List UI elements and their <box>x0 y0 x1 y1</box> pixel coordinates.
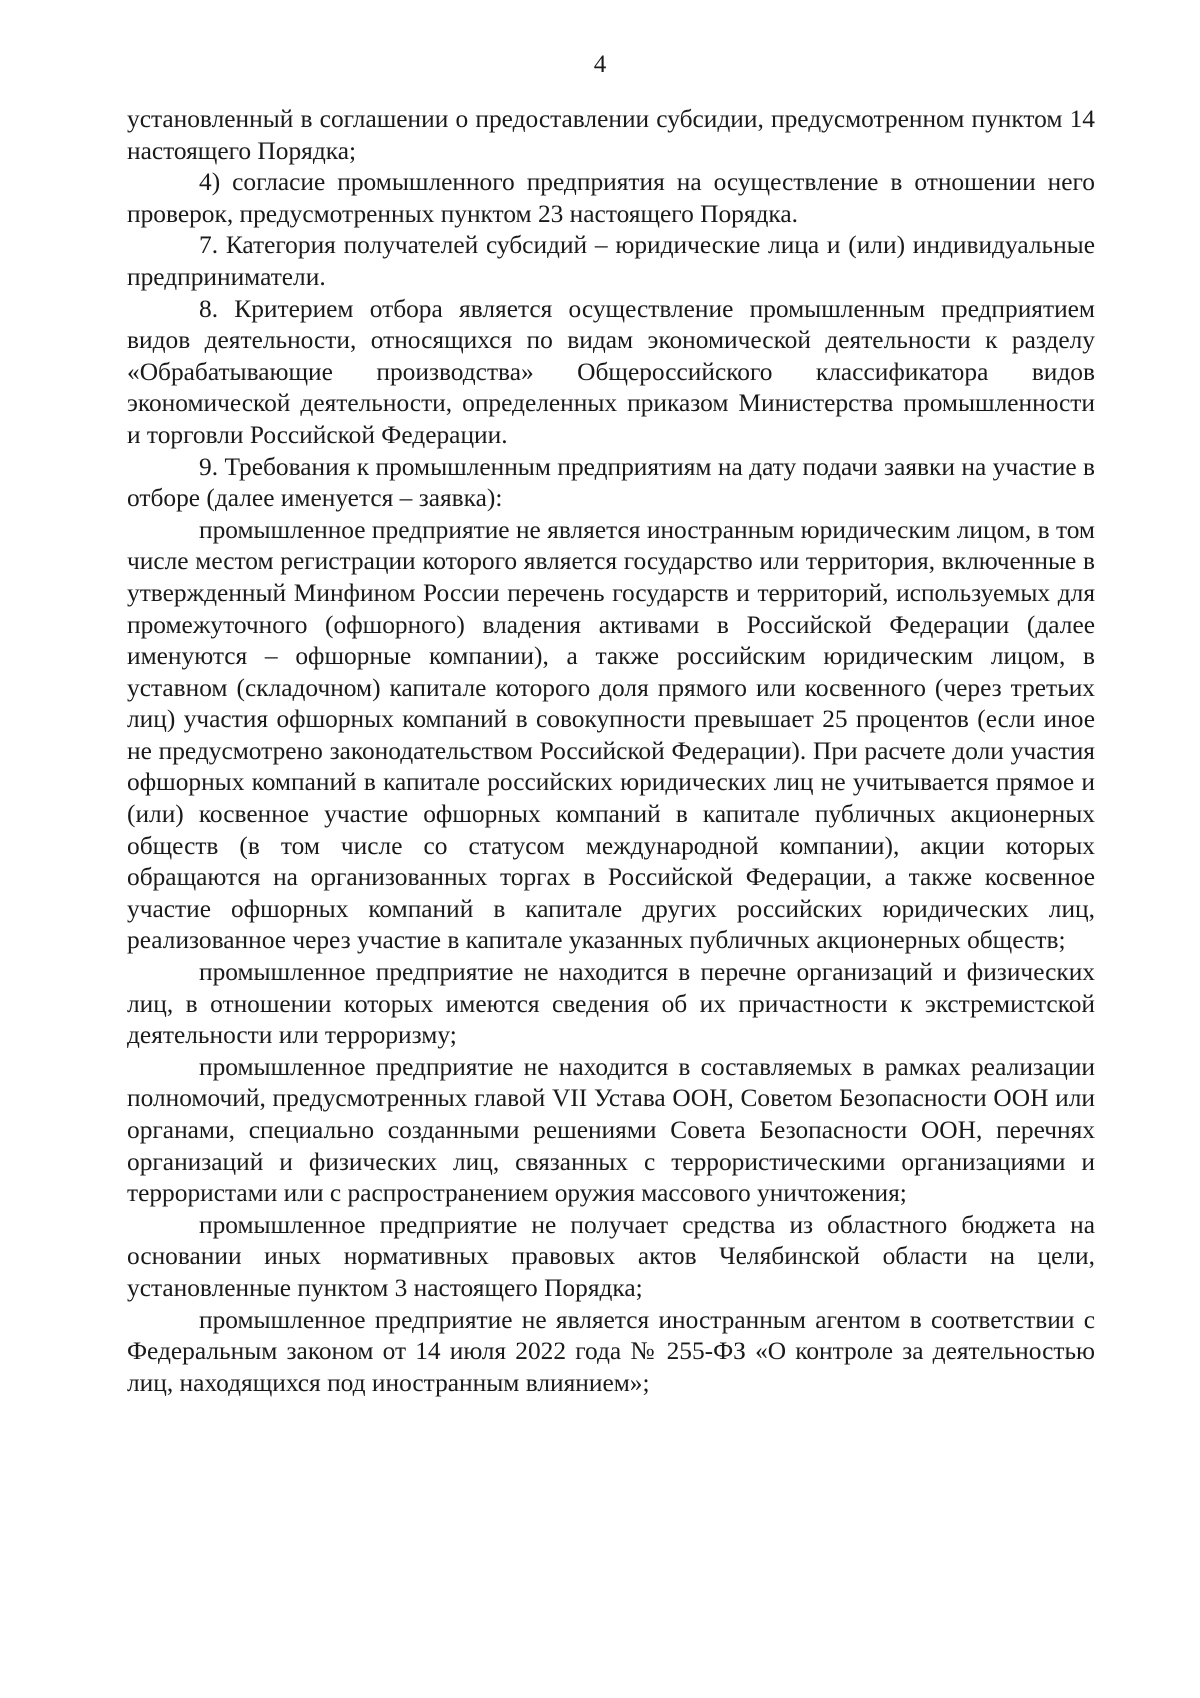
paragraph-section-9: 9. Требования к промышленным предприятиям на дату подачи заявки на участие в отборе (далее именуется – заявка): <box>127 452 1095 513</box>
paragraph-requirement-un-lists: промышленное предприятие не находится в составляемых в рамках реализации полномочий, предусмотренных главой VII Устава ООН, Советом Безопасности ООН или органами, специально созданными решениями Совета Безопасности ООН, перечнях организаций и физических лиц, связанных с террористическими организациями и террористами или с распространением оружия массового уничтожения; <box>127 1052 1095 1208</box>
paragraph-section-8: 8. Критерием отбора является осуществление промышленным предприятием видов деятельности, относящихся по видам экономической деятельности к разделу «Обрабатывающие производства» Общероссийского классификатора видов экономической деятельности, определенных приказом Министерства промышленности и торговли Российской Федерации. <box>127 294 1095 449</box>
paragraph-requirement-extremism: промышленное предприятие не находится в перечне организаций и физических лиц, в отношении которых имеются сведения об их причастности к экстремистской деятельности или терроризму; <box>127 958 1095 1050</box>
paragraph-requirement-foreign-agent: промышленное предприятие не является иностранным агентом в соответствии с Федеральным законом от 14 июля 2022 года № 255-ФЗ «О контроле за деятельностью лиц, находящихся под иностранным влиянием»; <box>127 1305 1095 1397</box>
paragraph-section-7: 7. Категория получателей субсидий – юридические лица и (или) индивидуальные предприниматели. <box>127 231 1095 291</box>
paragraph-requirement-offshore: промышленное предприятие не является иностранным юридическим лицом, в том числе местом регистрации которого является государство или территория, включенные в утвержденный Минфином России перечень государств и территорий, используемых для промежуточного (офшорного) владения активами в Российской Федерации (далее именуются – офшорные компании), а также российским юридическим лицом, в уставном (складочном) капитале которого доля прямого или косвенного (через третьих лиц) участия офшорных компаний в совокупности превышает 25 процентов (если иное не предусмотрено законодательством Российской Федерации). При расчете доли участия офшорных компаний в капитале российских юридических лиц не учитывается прямое и (или) косвенное участие офшорных компаний в капитале публичных акционерных обществ (в том числе со статусом международной компании), акции которых обращаются на организованных торгах в Российской Федерации, а также косвенное участие офшорных компаний в капитале других российских юридических лиц, реализованное через участие в капитале указанных публичных акционерных обществ; <box>127 515 1095 955</box>
paragraph-item-4: 4) согласие промышленного предприятия на осуществление в отношении него проверок, предусмотренных пунктом 23 настоящего Порядка. <box>127 168 1095 228</box>
document-body <box>127 104 1095 1399</box>
paragraph-requirement-budget: промышленное предприятие не получает средства из областного бюджета на основании иных нормативных правовых актов Челябинской области на цели, установленные пунктом 3 настоящего Порядка; <box>127 1210 1095 1302</box>
page-number: 4 <box>593 51 607 78</box>
paragraph-continuation: установленный в соглашении о предоставлении субсидии, предусмотренном пунктом 14 настоящего Порядка; <box>127 105 1095 165</box>
